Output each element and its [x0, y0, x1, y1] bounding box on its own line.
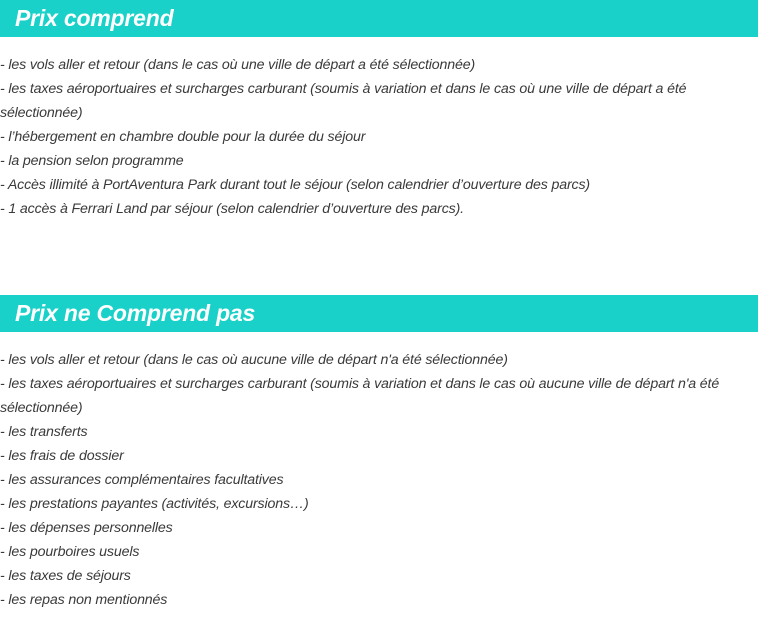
- price-excludes-section: [0, 295, 758, 612]
- list-item: - les taxes aéroportuaires et surcharges carburant (soumis à variation et dans le cas où aucune ville de départ n'a été sélectionnée): [0, 376, 720, 416]
- price-includes-header: [0, 0, 758, 37]
- list-item: - Accès illimité à PortAventura Park durant tout le séjour (selon calendrier d’ouverture des parcs): [0, 177, 590, 193]
- list-item: - l’hébergement en chambre double pour la durée du séjour: [0, 129, 366, 145]
- price-excludes-list: [0, 348, 758, 612]
- list-item: - les vols aller et retour (dans le cas où aucune ville de départ n'a été sélectionnée): [0, 352, 508, 368]
- list-item: - les dépenses personnelles: [0, 520, 173, 536]
- price-excludes-header: [0, 295, 758, 332]
- list-item: - les taxes de séjours: [0, 568, 131, 584]
- price-includes-section: [0, 0, 758, 221]
- price-excludes-title: Prix ne Comprend pas: [15, 300, 256, 326]
- list-item: - la pension selon programme: [0, 153, 184, 169]
- list-item: - les assurances complémentaires facultatives: [0, 472, 284, 488]
- list-item: - les repas non mentionnés: [0, 592, 168, 608]
- list-item: - les taxes aéroportuaires et surcharges carburant (soumis à variation et dans le cas où une ville de départ a été sélectionnée): [0, 81, 687, 121]
- price-includes-list: [0, 53, 758, 221]
- list-item: - les frais de dossier: [0, 448, 124, 464]
- list-item: - les prestations payantes (activités, excursions…): [0, 496, 309, 512]
- list-item: - les vols aller et retour (dans le cas où une ville de départ a été sélectionnée): [0, 57, 476, 73]
- list-item: - 1 accès à Ferrari Land par séjour (selon calendrier d’ouverture des parcs).: [0, 201, 464, 217]
- list-item: - les pourboires usuels: [0, 544, 140, 560]
- price-includes-title: Prix comprend: [15, 5, 174, 31]
- list-item: - les transferts: [0, 424, 88, 440]
